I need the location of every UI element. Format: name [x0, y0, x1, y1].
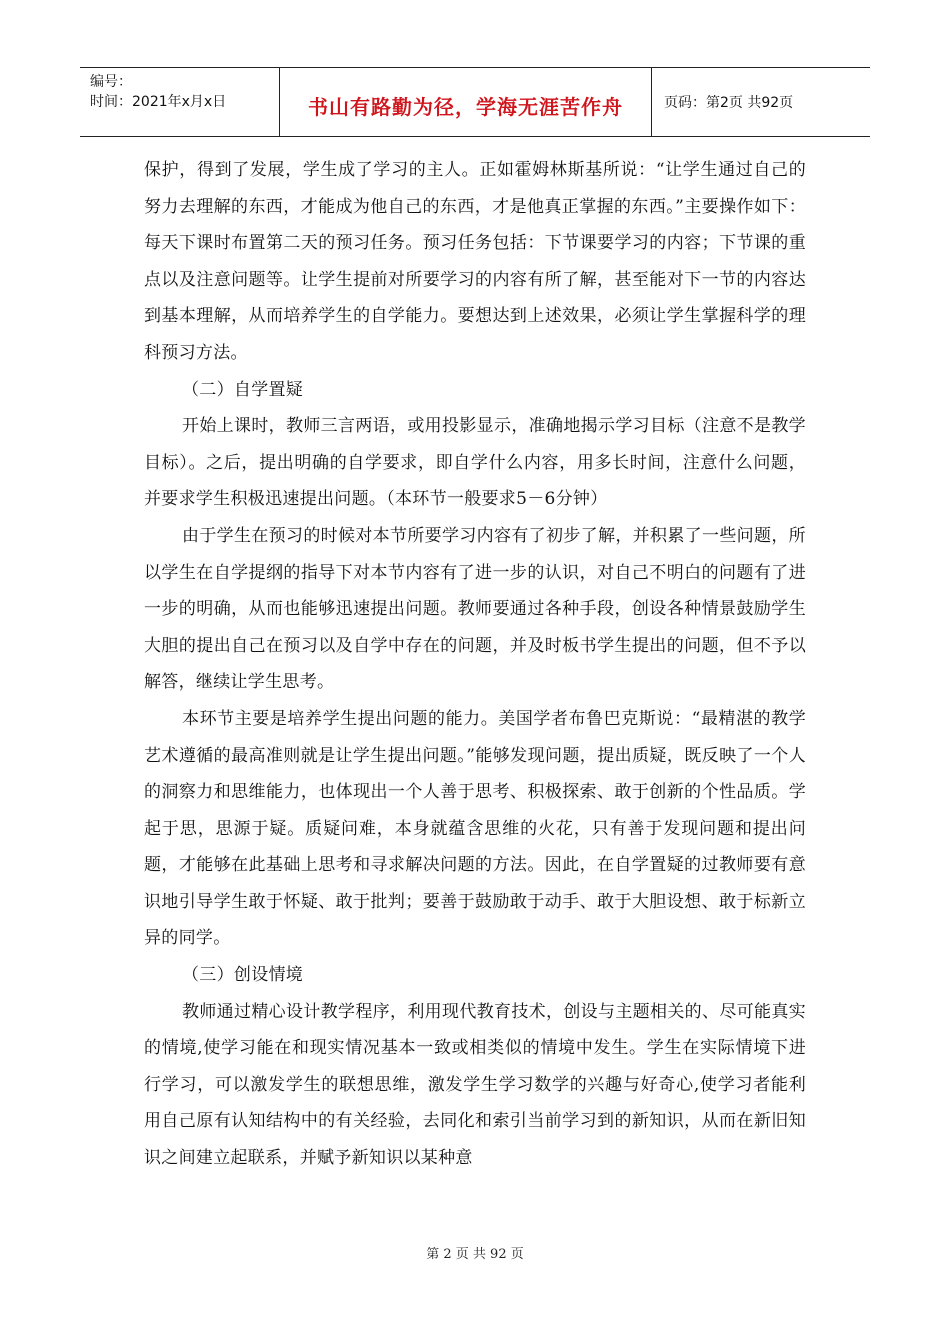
- document-time-label: 时间：2021年x月x日: [90, 94, 227, 110]
- header-page-info: 页码：第2页 共92页: [664, 95, 794, 111]
- document-number-label: 编号：: [90, 74, 132, 90]
- header-motto-cell: [280, 68, 652, 136]
- document-header: [80, 67, 870, 137]
- paragraph: 本环节主要是培养学生提出问题的能力。美国学者布鲁巴克斯说：“最精湛的教学艺术遵循的最高准则就是让学生提出问题。”能够发现问题，提出质疑，既反映了一个人的洞察力和思维能力，也体现出一个人善于思考、积极探索、敢于创新的个性品质。学起于思，思源于疑。质疑问难，本身就蕴含思维的火花，只有善于发现问题和提出问题，才能够在此基础上思考和寻求解决问题的方法。因此，在自学置疑的过教师要有意识地引导学生敢于怀疑、敢于批判；要善于鼓励敢于动手、敢于大胆设想、敢于标新立异的同学。: [144, 708, 806, 949]
- header-page-info-cell: [652, 68, 870, 136]
- paragraph-continuation: 保护，得到了发展，学生成了学习的主人。正如霍姆林斯基所说：“让学生通过自己的努力去理解的东西，才能成为他自己的东西，才是他真正掌握的东西。”主要操作如下：每天下课时布置第二天的预习任务。预习任务包括：下节课要学习的内容；下节课的重点以及注意问题等。让学生提前对所要学习的内容有所了解，甚至能对下一节的内容达到基本理解，从而培养学生的自学能力。要想达到上述效果，必须让学生掌握科学的理科预习方法。: [144, 160, 806, 363]
- paragraph: 由于学生在预习的时候对本节所要学习内容有了初步了解，并积累了一些问题，所以学生在自学提纲的指导下对本节内容有了进一步的认识，对自己不明白的问题有了进一步的明确，从而也能够迅速提出问题。教师要通过各种手段，创设各种情景鼓励学生大胆的提出自己在预习以及自学中存在的问题，并及时板书学生提出的问题，但不予以解答，继续让学生思考。: [144, 525, 806, 693]
- header-motto: 书山有路勤为径，学海无涯苦作舟: [308, 94, 623, 119]
- page-footer: 第 2 页 共 92 页: [426, 1247, 524, 1262]
- paragraph: 教师通过精心设计教学程序，利用现代教育技术，创设与主题相关的、尽可能真实的情境,使学习能在和现实情况基本一致或相类似的情境中发生。学生在实际情境下进行学习，可以激发学生的联想思维，激发学生学习数学的兴趣与好奇心,使学习者能利用自己原有认知结构中的有关经验，去同化和索引当前学习到的新知识，从而在新旧知识之间建立起联系，并赋予新知识以某种意: [144, 1001, 806, 1169]
- paragraph: 开始上课时，教师三言两语，或用投影显示，准确地揭示学习目标（注意不是教学目标）。之后，提出明确的自学要求，即自学什么内容，用多长时间，注意什么问题，并要求学生积极迅速提出问题。（本环节一般要求5－6分钟）: [144, 416, 806, 510]
- header-meta: [80, 68, 280, 136]
- section-heading-2: （二）自学置疑: [182, 379, 304, 400]
- document-body: [144, 152, 806, 1177]
- section-heading-3: （三）创设情境: [182, 965, 304, 986]
